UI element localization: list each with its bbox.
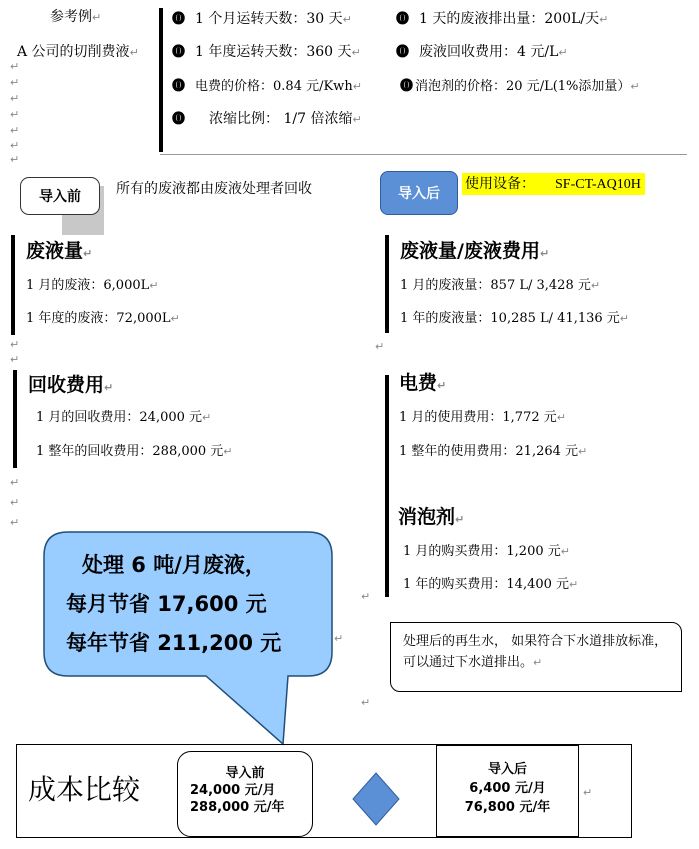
callout-line: 每月节省 17,600 元 xyxy=(66,592,267,616)
diamond-shape xyxy=(353,773,399,825)
paragraph-mark: ↵ xyxy=(10,353,20,366)
company-label: A 公司的切削费液↵ xyxy=(17,44,139,60)
paragraph-mark: ↵ xyxy=(10,124,20,137)
device-label: 使用设备： SF-CT-AQ10H xyxy=(462,173,645,195)
paragraph-mark: ↵ xyxy=(10,108,20,121)
condition-item: ⓿ 消泡剂的价格：20 元/L(1%添加量）↵ xyxy=(400,79,640,94)
paragraph-mark: ↵ xyxy=(10,496,20,509)
before-cost-month: 24,000 元/月 xyxy=(190,783,276,798)
paragraph-mark: ↵ xyxy=(583,786,593,799)
paragraph-mark: ↵ xyxy=(334,632,344,645)
callout-line: 每年节省 211,200 元 xyxy=(66,631,282,655)
paragraph-mark: ↵ xyxy=(10,516,20,529)
callout-line: 处理 6 吨/月废液， xyxy=(82,553,266,577)
waste-heading: 废液量↵ xyxy=(26,240,93,262)
after-cost-bar xyxy=(385,375,389,597)
condition-item: ⓿ 1 年度运转天数：360 天↵ xyxy=(172,44,361,60)
paragraph-mark: ↵ xyxy=(361,696,371,709)
after-waste-month: 1 月的废液量：857 L/ 3,428 元↵ xyxy=(400,278,601,293)
waste-month: 1 月的废液：6,000L↵ xyxy=(26,278,159,293)
before-cost-box xyxy=(177,751,313,837)
before-cost-year: 288,000 元/年 xyxy=(190,800,285,815)
condition-item: ⓿ 电费的价格：0.84 元/Kwh↵ xyxy=(172,79,362,94)
waste-bar xyxy=(11,235,15,335)
condition-item: ⓿ 废液回收费用：4 元/L↵ xyxy=(396,44,568,60)
comparison-diamond xyxy=(351,771,401,827)
after-cost-title: 导入后 xyxy=(487,762,527,777)
before-cost-title: 导入前 xyxy=(225,766,265,781)
after-waste-year: 1 年的废液量：10,285 L/ 41,136 元↵ xyxy=(400,311,630,326)
after-waste-bar xyxy=(385,235,389,333)
reference-label: 参考例↵ xyxy=(50,9,102,25)
power-month: 1 月的使用费用：1,772 元↵ xyxy=(399,410,566,425)
callout-text xyxy=(62,546,281,663)
before-note: 所有的废液都由废液处理者回收 xyxy=(116,181,312,197)
defoam-month: 1 月的购买费用：1,200 元↵ xyxy=(403,544,570,559)
paragraph-mark: ↵ xyxy=(361,590,371,603)
paragraph-mark: ↵ xyxy=(375,340,385,353)
paragraph-mark: ↵ xyxy=(10,476,20,489)
comparison-title: 成本比较 xyxy=(28,773,141,806)
condition-item: ⓿ 1 天的废液排出量：200L/天↵ xyxy=(396,11,609,27)
recovery-heading: 回收费用↵ xyxy=(28,374,114,396)
paragraph-mark: ↵ xyxy=(10,139,20,152)
after-cost-year: 76,800 元/年 xyxy=(464,800,551,815)
paragraph-mark: ↵ xyxy=(10,338,20,351)
top-divider xyxy=(160,154,687,155)
recovery-year: 1 整年的回收费用：288,000 元↵ xyxy=(36,444,233,459)
defoam-year: 1 年的购买费用：14,400 元↵ xyxy=(403,577,579,592)
waste-year: 1 年度的废液：72,000L↵ xyxy=(26,311,180,326)
after-cost-box xyxy=(436,745,579,837)
conditions-bar xyxy=(159,8,163,152)
paragraph-mark: ↵ xyxy=(10,92,20,105)
power-year: 1 整年的使用费用：21,264 元↵ xyxy=(399,444,588,459)
after-cost-month: 6,400 元/月 xyxy=(469,781,546,796)
condition-item: ⓿ 1 个月运转天数：30 天↵ xyxy=(172,11,352,27)
recovery-bar xyxy=(13,370,17,468)
paragraph-mark: ↵ xyxy=(10,60,20,73)
paragraph-mark: ↵ xyxy=(10,76,20,89)
paragraph-mark: ↵ xyxy=(10,153,20,166)
power-heading: 电费↵ xyxy=(399,372,447,394)
before-badge: 导入前 xyxy=(20,177,100,215)
recycled-water-note: 处理后的再生水， 如果符合下水道排放标准，可以通过下水道排出。↵ xyxy=(390,622,682,692)
after-badge: 导入后 xyxy=(380,171,458,215)
condition-item: ⓿ 浓缩比例： 1/7 倍浓缩↵ xyxy=(172,111,362,127)
after-waste-heading: 废液量/废液费用↵ xyxy=(400,240,550,262)
recovery-month: 1 月的回收费用：24,000 元↵ xyxy=(36,410,212,425)
defoam-heading: 消泡剂↵ xyxy=(398,506,465,528)
